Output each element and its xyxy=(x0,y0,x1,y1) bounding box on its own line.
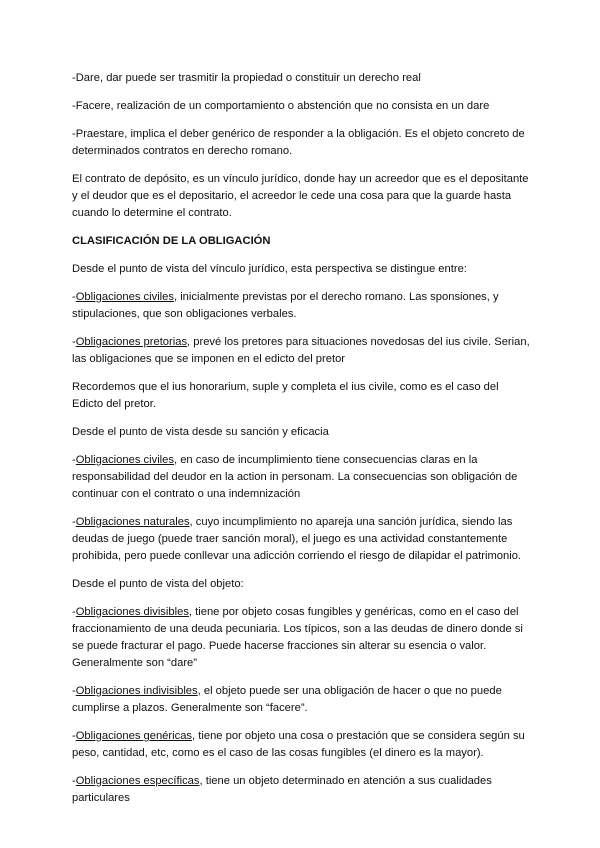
term-obligaciones-genericas: Obligaciones genéricas xyxy=(75,730,193,742)
paragraph-obligaciones-indivisibles xyxy=(72,683,532,717)
paragraph-vinculo-juridico: Desde el punto de vista del vínculo jurídico, esta perspectiva se distingue entre: xyxy=(72,263,467,275)
dash: - xyxy=(72,730,76,742)
dash: - xyxy=(72,606,76,618)
paragraph-obligaciones-civiles xyxy=(72,289,532,323)
text-rest: , tiene por objeto una cosa o prestación que se considera según su peso, cantidad, etc, como es el caso de las cosas fungibles (el dinero es la mayor). xyxy=(72,730,525,759)
paragraph-praestare: -Praestare, implica el deber genérico de responder a la obligación. Es el objeto concreto de determinados contratos en derecho romano. xyxy=(72,128,525,157)
text-rest: , prevé los pretores para situaciones novedosas del ius civile. Serian, las obligaciones que se imponen en el edicto del pretor xyxy=(72,336,530,365)
section-heading: CLASIFICACIÓN DE LA OBLIGACIÓN xyxy=(72,235,271,247)
document-page xyxy=(72,70,532,818)
term-obligaciones-especificas: Obligaciones específicas xyxy=(75,775,200,787)
term-obligaciones-divisibles: Obligaciones divisibles xyxy=(75,606,189,618)
paragraph-obligaciones-civiles-2 xyxy=(72,452,532,503)
paragraph-obligaciones-naturales xyxy=(72,514,532,565)
paragraph-contrato-deposito: El contrato de depósito, es un vínculo jurídico, donde hay un acreedor que es el depositante y el deudor que es el depositario, el acreedor le cede una cosa para que la guarde hasta cuando lo determine el contrato. xyxy=(72,173,529,219)
paragraph-ius-honorarium: Recordemos que el ius honorarium, suple y completa el ius civile, como es el caso del Edicto del pretor. xyxy=(72,381,499,410)
paragraph-punto-vista-objeto: Desde el punto de vista del objeto: xyxy=(72,578,244,590)
paragraph-obligaciones-especificas xyxy=(72,773,532,807)
text-rest: , cuyo incumplimiento no apareja una sanción jurídica, siendo las deudas de juego (puede traer sanción moral), el juego es una actividad constantemente prohibida, pero puede conllevar una adicción corriendo el riesgo de dilapidar el patrimonio. xyxy=(72,516,522,562)
text-rest: , el objeto puede ser una obligación de hacer o que no puede cumplirse a plazos. Generalmente son “facere”. xyxy=(72,685,502,714)
paragraph-obligaciones-divisibles xyxy=(72,604,532,672)
dash: - xyxy=(72,454,76,466)
text-rest: , tiene por objeto cosas fungibles y genéricas, como en el caso del fraccionamiento de una deuda pecuniaria. Los típicos, son a las deudas de dinero donde si se puede fracturar el pago. Puede hacerse fracciones sin alterar su esencia o valor. Generalmente son “dare” xyxy=(72,606,523,669)
dash: - xyxy=(72,516,76,528)
paragraph-obligaciones-pretorias xyxy=(72,334,532,368)
term-obligaciones-indivisibles: Obligaciones indivisibles xyxy=(75,685,198,697)
term-obligaciones-civiles-2: Obligaciones civiles xyxy=(75,454,174,466)
paragraph-dare: -Dare, dar puede ser trasmitir la propiedad o constituir un derecho real xyxy=(72,72,421,84)
text-rest: , en caso de incumplimiento tiene consecuencias claras en la responsabilidad del deudor en la action in personam. La consecuencias son obligación de continuar con el contrato o una indemnización xyxy=(72,454,518,500)
text-rest: , tiene un objeto determinado en atención a sus cualidades particulares xyxy=(72,775,492,804)
paragraph-obligaciones-genericas xyxy=(72,728,532,762)
dash: - xyxy=(72,336,76,348)
paragraph-facere: -Facere, realización de un comportamiento o abstención que no consista en un dare xyxy=(72,100,490,112)
dash: - xyxy=(72,775,76,787)
dash: - xyxy=(72,685,76,697)
paragraph-sancion-eficacia: Desde el punto de vista desde su sanción y eficacia xyxy=(72,426,329,438)
term-obligaciones-naturales: Obligaciones naturales xyxy=(75,516,190,528)
dash: - xyxy=(72,291,76,303)
term-obligaciones-pretorias: Obligaciones pretorias xyxy=(75,336,188,348)
text-rest: , inicialmente previstas por el derecho romano. Las sponsiones, y stipulaciones, que son obligaciones verbales. xyxy=(72,291,499,320)
term-obligaciones-civiles: Obligaciones civiles xyxy=(75,291,174,303)
